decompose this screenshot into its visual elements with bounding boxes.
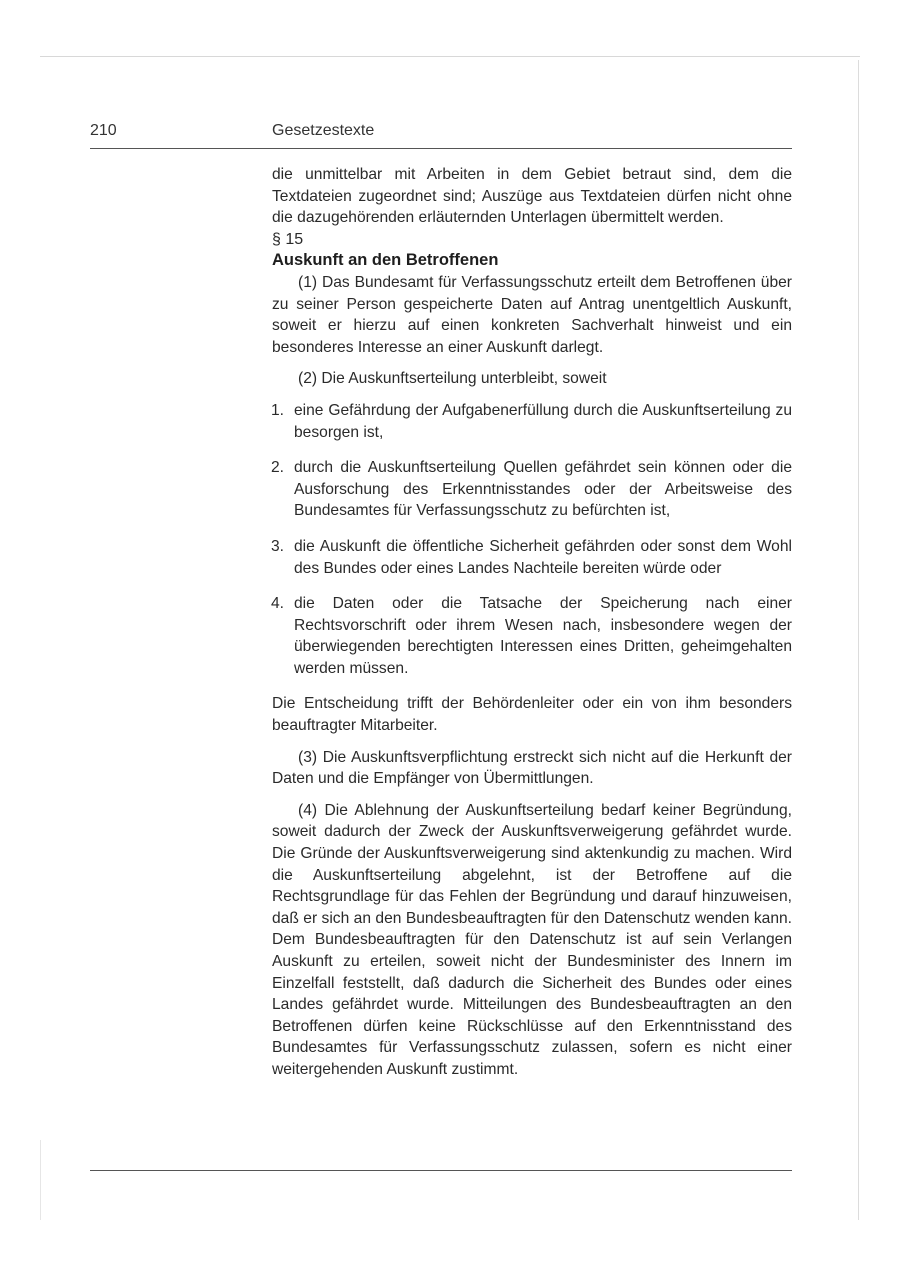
list-item	[272, 400, 792, 443]
paragraph-3: (3) Die Auskunftsverpflichtung erstreckt sich nicht auf die Herkunft der Daten und die Empfänger von Übermittlungen.	[272, 748, 792, 788]
paragraph-2: (2) Die Auskunftserteilung unterbleibt, soweit	[298, 370, 607, 388]
list-item-text: die Daten oder die Tatsache der Speicherung nach einer Rechtsvorschrift oder ihrem Wesen nach, insbesondere wegen der überwiegenden berechtigten Interessen eines Dritten, geheimgehalten werden müssen.	[294, 595, 792, 677]
scan-edge-left	[40, 1140, 41, 1220]
list-item-number: 3.	[271, 537, 285, 555]
continuation-text: die unmittelbar mit Arbeiten in dem Gebiet betraut sind, dem die Textdateien zugeordnet sind; Auszüge aus Textdateien dürfen nicht ohne die dazugehörenden erläuternden Unterlagen übermittelt werden.	[272, 166, 792, 227]
paragraph-1: (1) Das Bundesamt für Verfassungsschutz erteilt dem Betroffenen über zu seiner Person gespeicherte Daten auf Antrag unentgeltlich Auskunft, soweit er hierzu auf einen konkreten Sachverhalt hinweist und ein besonderes Interesse an einer Auskunft darlegt.	[272, 273, 792, 356]
footer-rule	[90, 1170, 792, 1171]
page-body	[272, 164, 792, 1081]
page-header	[90, 122, 792, 146]
running-title: Gesetzestexte	[272, 122, 375, 139]
list-item-text: durch die Auskunftserteilung Quellen gefährdet sein können oder die Ausforschung des Erkenntnisstandes oder der Arbeitsweise des Bundesamtes für Verfassungsschutz zu befürchten ist,	[294, 459, 792, 520]
scan-edge-right	[858, 60, 859, 1220]
list-item-number: 4.	[271, 595, 285, 613]
list-item	[272, 536, 792, 579]
section-title: Auskunft an den Betroffenen	[272, 251, 499, 270]
list-item-text: eine Gefährdung der Aufgabenerfüllung durch die Auskunftserteilung zu besorgen ist,	[294, 401, 792, 441]
page-number: 210	[90, 122, 117, 139]
list-item-number: 2.	[271, 459, 285, 477]
list-item-text: die Auskunft die öffentliche Sicherheit gefährden oder sonst dem Wohl des Bundes oder eines Landes Nachteile bereiten würde oder	[294, 537, 792, 577]
scan-edge-top	[40, 56, 860, 57]
decision-text: Die Entscheidung trifft der Behördenleiter oder ein von ihm besonders beauftragter Mitarbeiter.	[272, 695, 792, 735]
paragraph-4: (4) Die Ablehnung der Auskunftserteilung bedarf keiner Begründung, soweit dadurch der Zweck der Auskunftsverweigerung gefährdet wurde. Die Gründe der Auskunftsverweigerung sind aktenkundig zu machen. Wird die Auskunftserteilung abgelehnt, ist der Betroffene auf die Rechtsgrundlage für das Fehlen der Begründung und darauf hinzuweisen, daß er sich an den Bundesbeauftragten für den Datenschutz wenden kann. Dem Bundesbeauftragten für den Datenschutz ist auf sein Verlangen Auskunft zu erteilen, soweit nicht der Bundesminister des Innern im Einzelfall feststellt, daß dadurch die Sicherheit des Bundes oder eines Landes gefährdet wurde. Mitteilungen des Bundesbeauftragten an den Betroffenen dürfen keine Rückschlüsse auf den Erkenntnisstand des Bundesamtes für Verfassungsschutz zulassen, sofern es nicht einer weitergehenden Auskunft zustimmt.	[272, 801, 792, 1078]
exception-list	[272, 400, 792, 680]
list-item-number: 1.	[271, 401, 285, 419]
section-number: § 15	[272, 230, 304, 248]
header-rule	[90, 148, 792, 149]
list-item	[272, 593, 792, 679]
list-item	[272, 457, 792, 522]
